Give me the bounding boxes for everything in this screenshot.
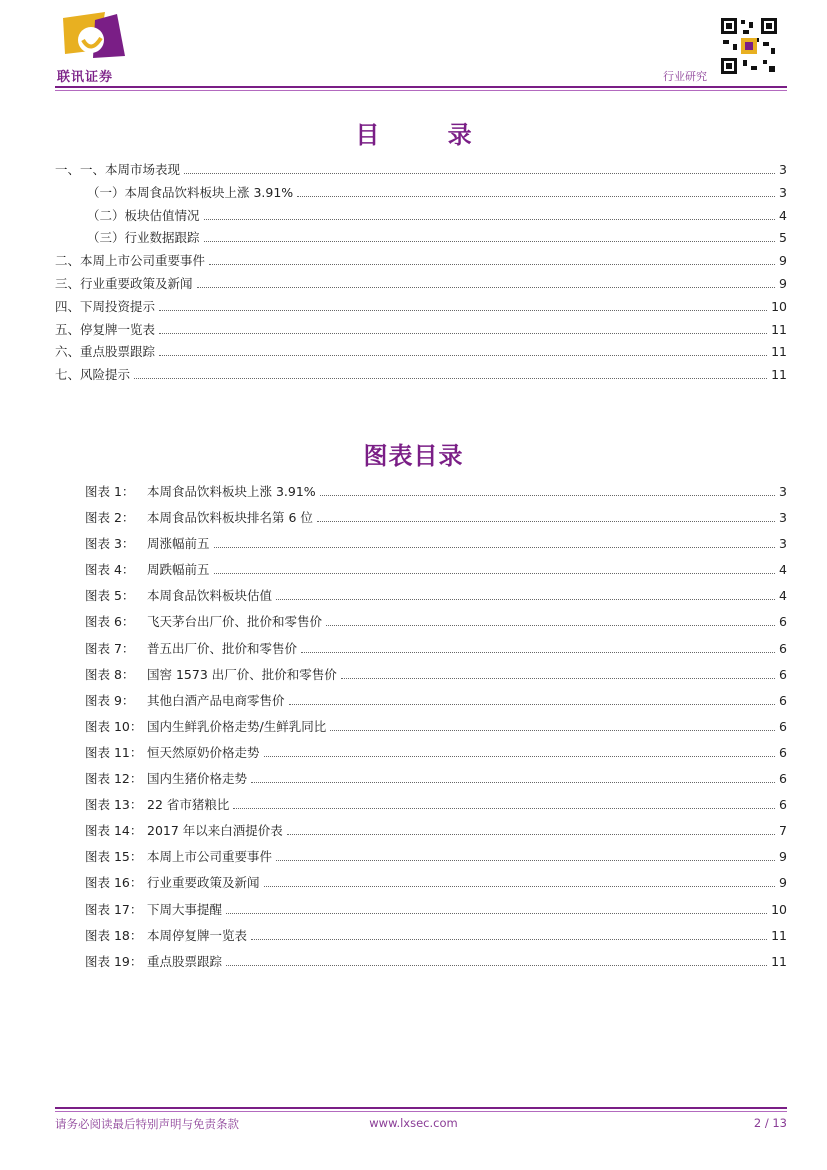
dot-leader (317, 521, 775, 522)
dot-leader (159, 310, 767, 311)
chart-entry-page: 6 (779, 640, 787, 656)
chart-entry[interactable] (55, 772, 787, 798)
page-number: 2 / 13 (753, 1116, 787, 1130)
chart-entry-number: 图表 13： (85, 797, 143, 813)
chart-entry-text: 本周食品饮料板块估值 (147, 588, 273, 604)
toc-entry-label: 五、停复牌一览表 (55, 321, 156, 337)
toc-entry[interactable] (55, 323, 787, 346)
dot-leader (326, 625, 775, 626)
toc-entry-page: 3 (779, 184, 787, 200)
chart-entry-text: 周涨幅前五 (147, 536, 210, 552)
chart-entry[interactable] (55, 485, 787, 511)
chart-entry-number: 图表 16： (85, 875, 143, 891)
chart-entry[interactable] (55, 720, 787, 746)
brand-name: 联讯证券 (57, 70, 114, 85)
chart-entry-page: 7 (779, 823, 787, 839)
chart-entry[interactable] (55, 511, 787, 537)
chart-entry-number: 图表 6： (85, 614, 135, 630)
toc-entry-label: 六、重点股票跟踪 (55, 344, 156, 360)
chart-entry-label (85, 511, 315, 525)
dot-leader (320, 495, 775, 496)
chart-entry[interactable] (55, 876, 787, 902)
dot-leader (184, 173, 775, 174)
toc-entry-label: （一）本周食品饮料板块上涨 3.91% (87, 184, 294, 200)
toc-entry-page: 11 (771, 344, 787, 360)
dot-leader (264, 886, 776, 887)
chart-entry-text: 周跌幅前五 (147, 562, 210, 578)
chart-entry-page: 6 (779, 797, 787, 813)
chart-entry-number: 图表 9： (85, 692, 135, 708)
chart-entry-page: 4 (779, 588, 787, 604)
chart-entry-number: 图表 15： (85, 849, 143, 865)
toc-entry-page: 11 (771, 367, 787, 383)
chart-entry-page: 9 (779, 875, 787, 891)
chart-entry-text: 国内生猪价格走势 (147, 771, 248, 787)
chart-entry-page: 3 (779, 536, 787, 552)
dot-leader (134, 378, 767, 379)
dot-leader (251, 782, 775, 783)
chart-entry-number: 图表 17： (85, 901, 143, 917)
chart-entry[interactable] (55, 589, 787, 615)
dot-leader (204, 241, 776, 242)
toc-entry-label: （二）板块估值情况 (87, 207, 200, 223)
chart-entry-label (85, 537, 212, 551)
toc-entry[interactable] (55, 163, 787, 186)
toc-entry-label: 七、风险提示 (55, 367, 131, 383)
chart-entry[interactable] (55, 642, 787, 668)
chart-entry-label (85, 955, 224, 969)
chart-entry-text: 本周食品饮料板块上涨 3.91% (147, 484, 316, 499)
chart-entry-label (85, 720, 328, 734)
chart-entry[interactable] (55, 668, 787, 694)
chart-entry-page: 6 (779, 692, 787, 708)
chart-entry-number: 图表 14： (85, 823, 143, 839)
chart-entry-text: 普五出厂价、批价和零售价 (147, 640, 298, 656)
chart-entry[interactable] (55, 955, 787, 981)
dot-leader (214, 547, 776, 548)
toc-entry[interactable] (55, 300, 787, 323)
chart-entry-label (85, 668, 339, 682)
chart-entry-label (85, 929, 249, 943)
qr-code-icon (719, 16, 779, 76)
toc-entry-label: 三、行业重要政策及新闻 (55, 275, 193, 291)
chart-entry-label (85, 746, 262, 760)
dot-leader (301, 652, 775, 653)
dot-leader (233, 808, 775, 809)
toc-entry-page: 11 (771, 321, 787, 337)
chart-index (55, 485, 787, 981)
chart-entry[interactable] (55, 903, 787, 929)
chart-entry-page: 6 (779, 744, 787, 760)
chart-entry[interactable] (55, 615, 787, 641)
toc-entry-label: （三）行业数据跟踪 (87, 230, 200, 246)
chart-entry-text: 其他白酒产品电商零售价 (147, 692, 285, 708)
chart-entry-page: 6 (779, 718, 787, 734)
chart-entry-label (85, 642, 299, 656)
chart-entry-number: 图表 11： (85, 744, 143, 760)
chart-entry-label (85, 694, 287, 708)
dot-leader (251, 939, 767, 940)
chart-entry-label (85, 850, 274, 864)
chart-entry-page: 6 (779, 666, 787, 682)
toc-entry[interactable] (55, 231, 787, 254)
chart-entry-text: 国窖 1573 出厂价、批价和零售价 (147, 666, 337, 682)
chart-entry-label (85, 876, 262, 890)
chart-entry-page: 4 (779, 562, 787, 578)
chart-entry-label (85, 824, 285, 838)
chart-entry-page: 10 (771, 901, 787, 917)
report-type-label: 行业研究 (663, 70, 707, 83)
toc-entry-label: 二、本周上市公司重要事件 (55, 253, 206, 269)
dot-leader (330, 730, 775, 731)
dot-leader (159, 333, 767, 334)
toc-entry[interactable] (55, 209, 787, 232)
chart-entry-number: 图表 5： (85, 588, 135, 604)
chart-entry-text: 国内生鲜乳价格走势/生鲜乳同比 (147, 718, 327, 734)
chart-entry-text: 下周大事提醒 (147, 901, 223, 917)
dot-leader (226, 965, 767, 966)
chart-entry-text: 本周停复牌一览表 (147, 927, 248, 943)
chart-entry[interactable] (55, 694, 787, 720)
chart-entry-number: 图表 8： (85, 666, 135, 682)
dot-leader (264, 756, 776, 757)
toc-entry-page: 5 (779, 230, 787, 246)
toc-entry[interactable] (55, 254, 787, 277)
chart-entry-number: 图表 7： (85, 640, 135, 656)
dot-leader (297, 196, 775, 197)
dot-leader (214, 573, 776, 574)
dot-leader (276, 860, 775, 861)
toc-entry[interactable] (55, 277, 787, 300)
chart-entry-number: 图表 2： (85, 510, 135, 526)
chart-entry-number: 图表 1： (85, 484, 135, 499)
chart-entry-number: 图表 18： (85, 927, 143, 943)
chart-entry-text: 本周上市公司重要事件 (147, 849, 273, 865)
chart-entry-text: 恒天然原奶价格走势 (147, 744, 260, 760)
header-divider-thin (55, 90, 787, 91)
dot-leader (159, 355, 767, 356)
chart-entry-number: 图表 4： (85, 562, 135, 578)
chart-entry-number: 图表 19： (85, 953, 143, 969)
toc-entry-page: 9 (779, 253, 787, 269)
table-of-contents (55, 163, 787, 391)
chart-entry-page: 9 (779, 849, 787, 865)
chart-entry-text: 重点股票跟踪 (147, 953, 223, 969)
chart-entry-page: 6 (779, 614, 787, 630)
toc-entry-page: 4 (779, 207, 787, 223)
chart-entry-text: 22 省市猪粮比 (147, 797, 230, 813)
toc-entry-page: 3 (779, 162, 787, 177)
header-divider (55, 86, 787, 88)
chart-entry-text: 本周食品饮料板块排名第 6 位 (147, 510, 313, 526)
chart-entry-label (85, 772, 249, 786)
page-header (55, 10, 787, 90)
toc-entry[interactable] (55, 345, 787, 368)
chart-entry[interactable] (55, 537, 787, 563)
chart-entry-number: 图表 10： (85, 718, 143, 734)
toc-entry-page: 10 (771, 298, 787, 314)
chart-entry-page: 3 (779, 510, 787, 526)
chart-entry[interactable] (55, 746, 787, 772)
chart-entry-text: 飞天茅台出厂价、批价和零售价 (147, 614, 323, 630)
chart-entry-label (85, 485, 318, 499)
chart-index-title: 图表目录 (363, 442, 464, 470)
toc-entry[interactable] (55, 186, 787, 209)
dot-leader (287, 834, 775, 835)
chart-entry[interactable] (55, 563, 787, 589)
dot-leader (341, 678, 775, 679)
toc-entry-label: 四、下周投资提示 (55, 298, 156, 314)
dot-leader (197, 287, 776, 288)
dot-leader (289, 704, 776, 705)
chart-entry[interactable] (55, 824, 787, 850)
chart-entry-text: 行业重要政策及新闻 (147, 875, 260, 891)
chart-entry[interactable] (55, 850, 787, 876)
chart-entry-text: 2017 年以来白酒提价表 (147, 823, 283, 839)
dot-leader (226, 913, 767, 914)
website-link[interactable]: www.lxsec.com (369, 1116, 458, 1130)
dot-leader (209, 264, 775, 265)
chart-entry-label (85, 615, 324, 629)
toc-entry-page: 9 (779, 275, 787, 291)
footer-divider-thin (55, 1111, 787, 1112)
chart-entry[interactable] (55, 929, 787, 955)
disclaimer-link[interactable]: 请务必阅读最后特别声明与免责条款 (55, 1117, 239, 1131)
chart-entry-page: 3 (779, 484, 787, 499)
chart-entry[interactable] (55, 798, 787, 824)
chart-entry-number: 图表 3： (85, 536, 135, 552)
chart-entry-label (85, 798, 231, 812)
dot-leader (276, 599, 775, 600)
chart-entry-number: 图表 12： (85, 771, 143, 787)
toc-entry-label: 一、一、本周市场表现 (55, 162, 181, 177)
chart-entry-label (85, 903, 224, 917)
toc-title: 目 录 (355, 121, 502, 149)
chart-entry-page: 11 (771, 927, 787, 943)
toc-entry[interactable] (55, 368, 787, 391)
chart-entry-label (85, 589, 274, 603)
chart-entry-page: 6 (779, 771, 787, 787)
dot-leader (204, 219, 776, 220)
chart-entry-label (85, 563, 212, 577)
footer-divider (55, 1107, 787, 1109)
chart-entry-page: 11 (771, 953, 787, 969)
